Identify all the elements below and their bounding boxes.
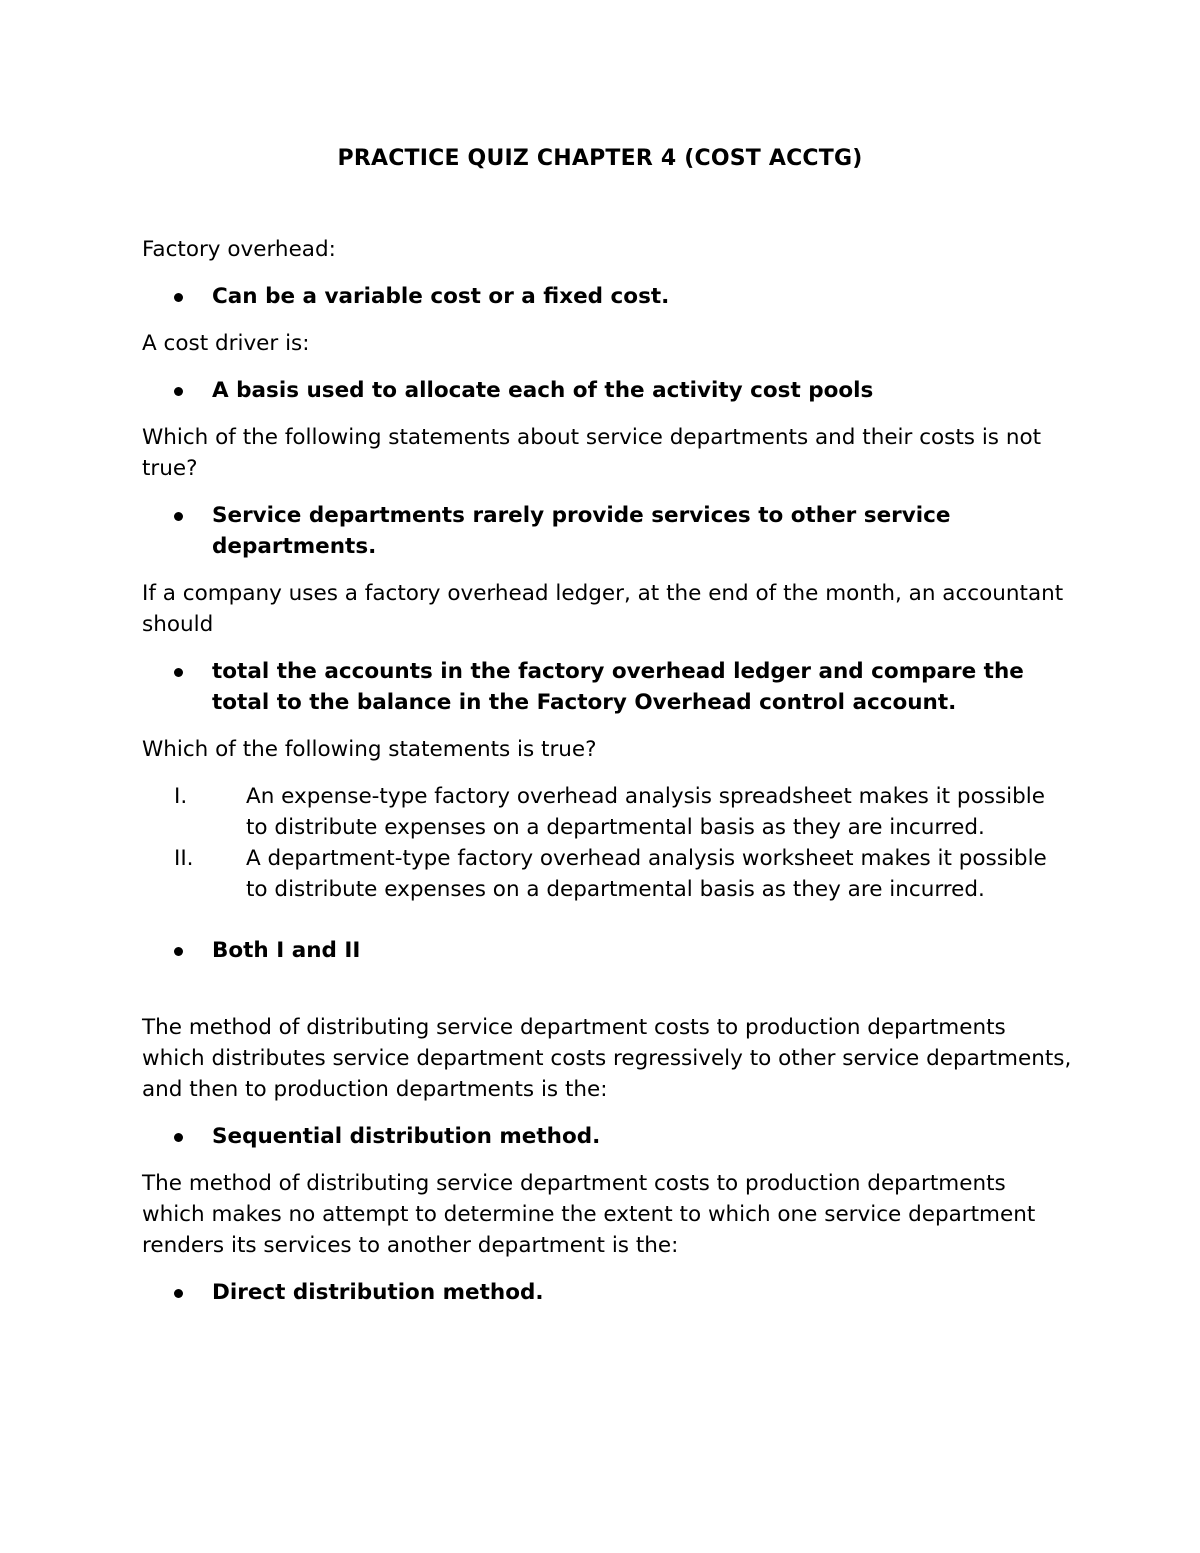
spacer xyxy=(142,982,1072,1012)
question-5: Which of the following statements is true? xyxy=(142,737,597,762)
answer-7 xyxy=(142,1277,1072,1308)
page-title: PRACTICE QUIZ CHAPTER 4 (COST ACCTG) xyxy=(337,146,863,171)
statement-number: I. xyxy=(174,784,188,809)
statement-text: An expense-type factory overhead analysis spreadsheet makes it possible to distribute expenses on a departmental basis as they are incurred. xyxy=(246,784,1045,840)
answer-1 xyxy=(142,281,1072,312)
bullet-icon xyxy=(174,293,183,302)
statement-number: II. xyxy=(174,846,194,871)
statement-item xyxy=(142,781,1072,843)
bullet-icon xyxy=(174,512,183,521)
quiz-content xyxy=(142,234,1072,1324)
question-7: The method of distributing service department costs to production departments which makes no attempt to determine the extent to which one service department renders its services to another department is the: xyxy=(142,1171,1036,1258)
answer-4 xyxy=(142,656,1072,718)
spacer xyxy=(142,913,1072,935)
answer-2 xyxy=(142,375,1072,406)
answer-text: A basis used to allocate each of the activity cost pools xyxy=(212,378,874,403)
answer-text: Direct distribution method. xyxy=(212,1280,544,1305)
answer-text: Can be a variable cost or a fixed cost. xyxy=(212,284,670,309)
answer-text: Sequential distribution method. xyxy=(212,1124,601,1149)
bullet-icon xyxy=(174,387,183,396)
question-1: Factory overhead: xyxy=(142,237,336,262)
answer-text: Both I and II xyxy=(212,938,361,963)
statement-text: A department-type factory overhead analysis worksheet makes it possible to distribute expenses on a departmental basis as they are incurred. xyxy=(246,846,1047,902)
bullet-icon xyxy=(174,668,183,677)
question-2: A cost driver is: xyxy=(142,331,310,356)
answer-text: Service departments rarely provide services to other service departments. xyxy=(212,503,951,559)
question-4: If a company uses a factory overhead ledger, at the end of the month, an accountant should xyxy=(142,581,1064,637)
bullet-icon xyxy=(174,1289,183,1298)
bullet-icon xyxy=(174,947,183,956)
answer-5 xyxy=(142,935,1072,966)
question-6: The method of distributing service department costs to production departments which distributes service department costs regressively to other service departments, and then to production departments is the: xyxy=(142,1015,1072,1102)
bullet-icon xyxy=(174,1133,183,1142)
statement-list xyxy=(142,781,1072,905)
answer-6 xyxy=(142,1121,1072,1152)
answer-text: total the accounts in the factory overhead ledger and compare the total to the balance in the Factory Overhead control account. xyxy=(212,659,1024,715)
answer-3 xyxy=(142,500,1072,562)
question-3: Which of the following statements about service departments and their costs is not true? xyxy=(142,425,1042,481)
statement-item xyxy=(142,843,1072,905)
